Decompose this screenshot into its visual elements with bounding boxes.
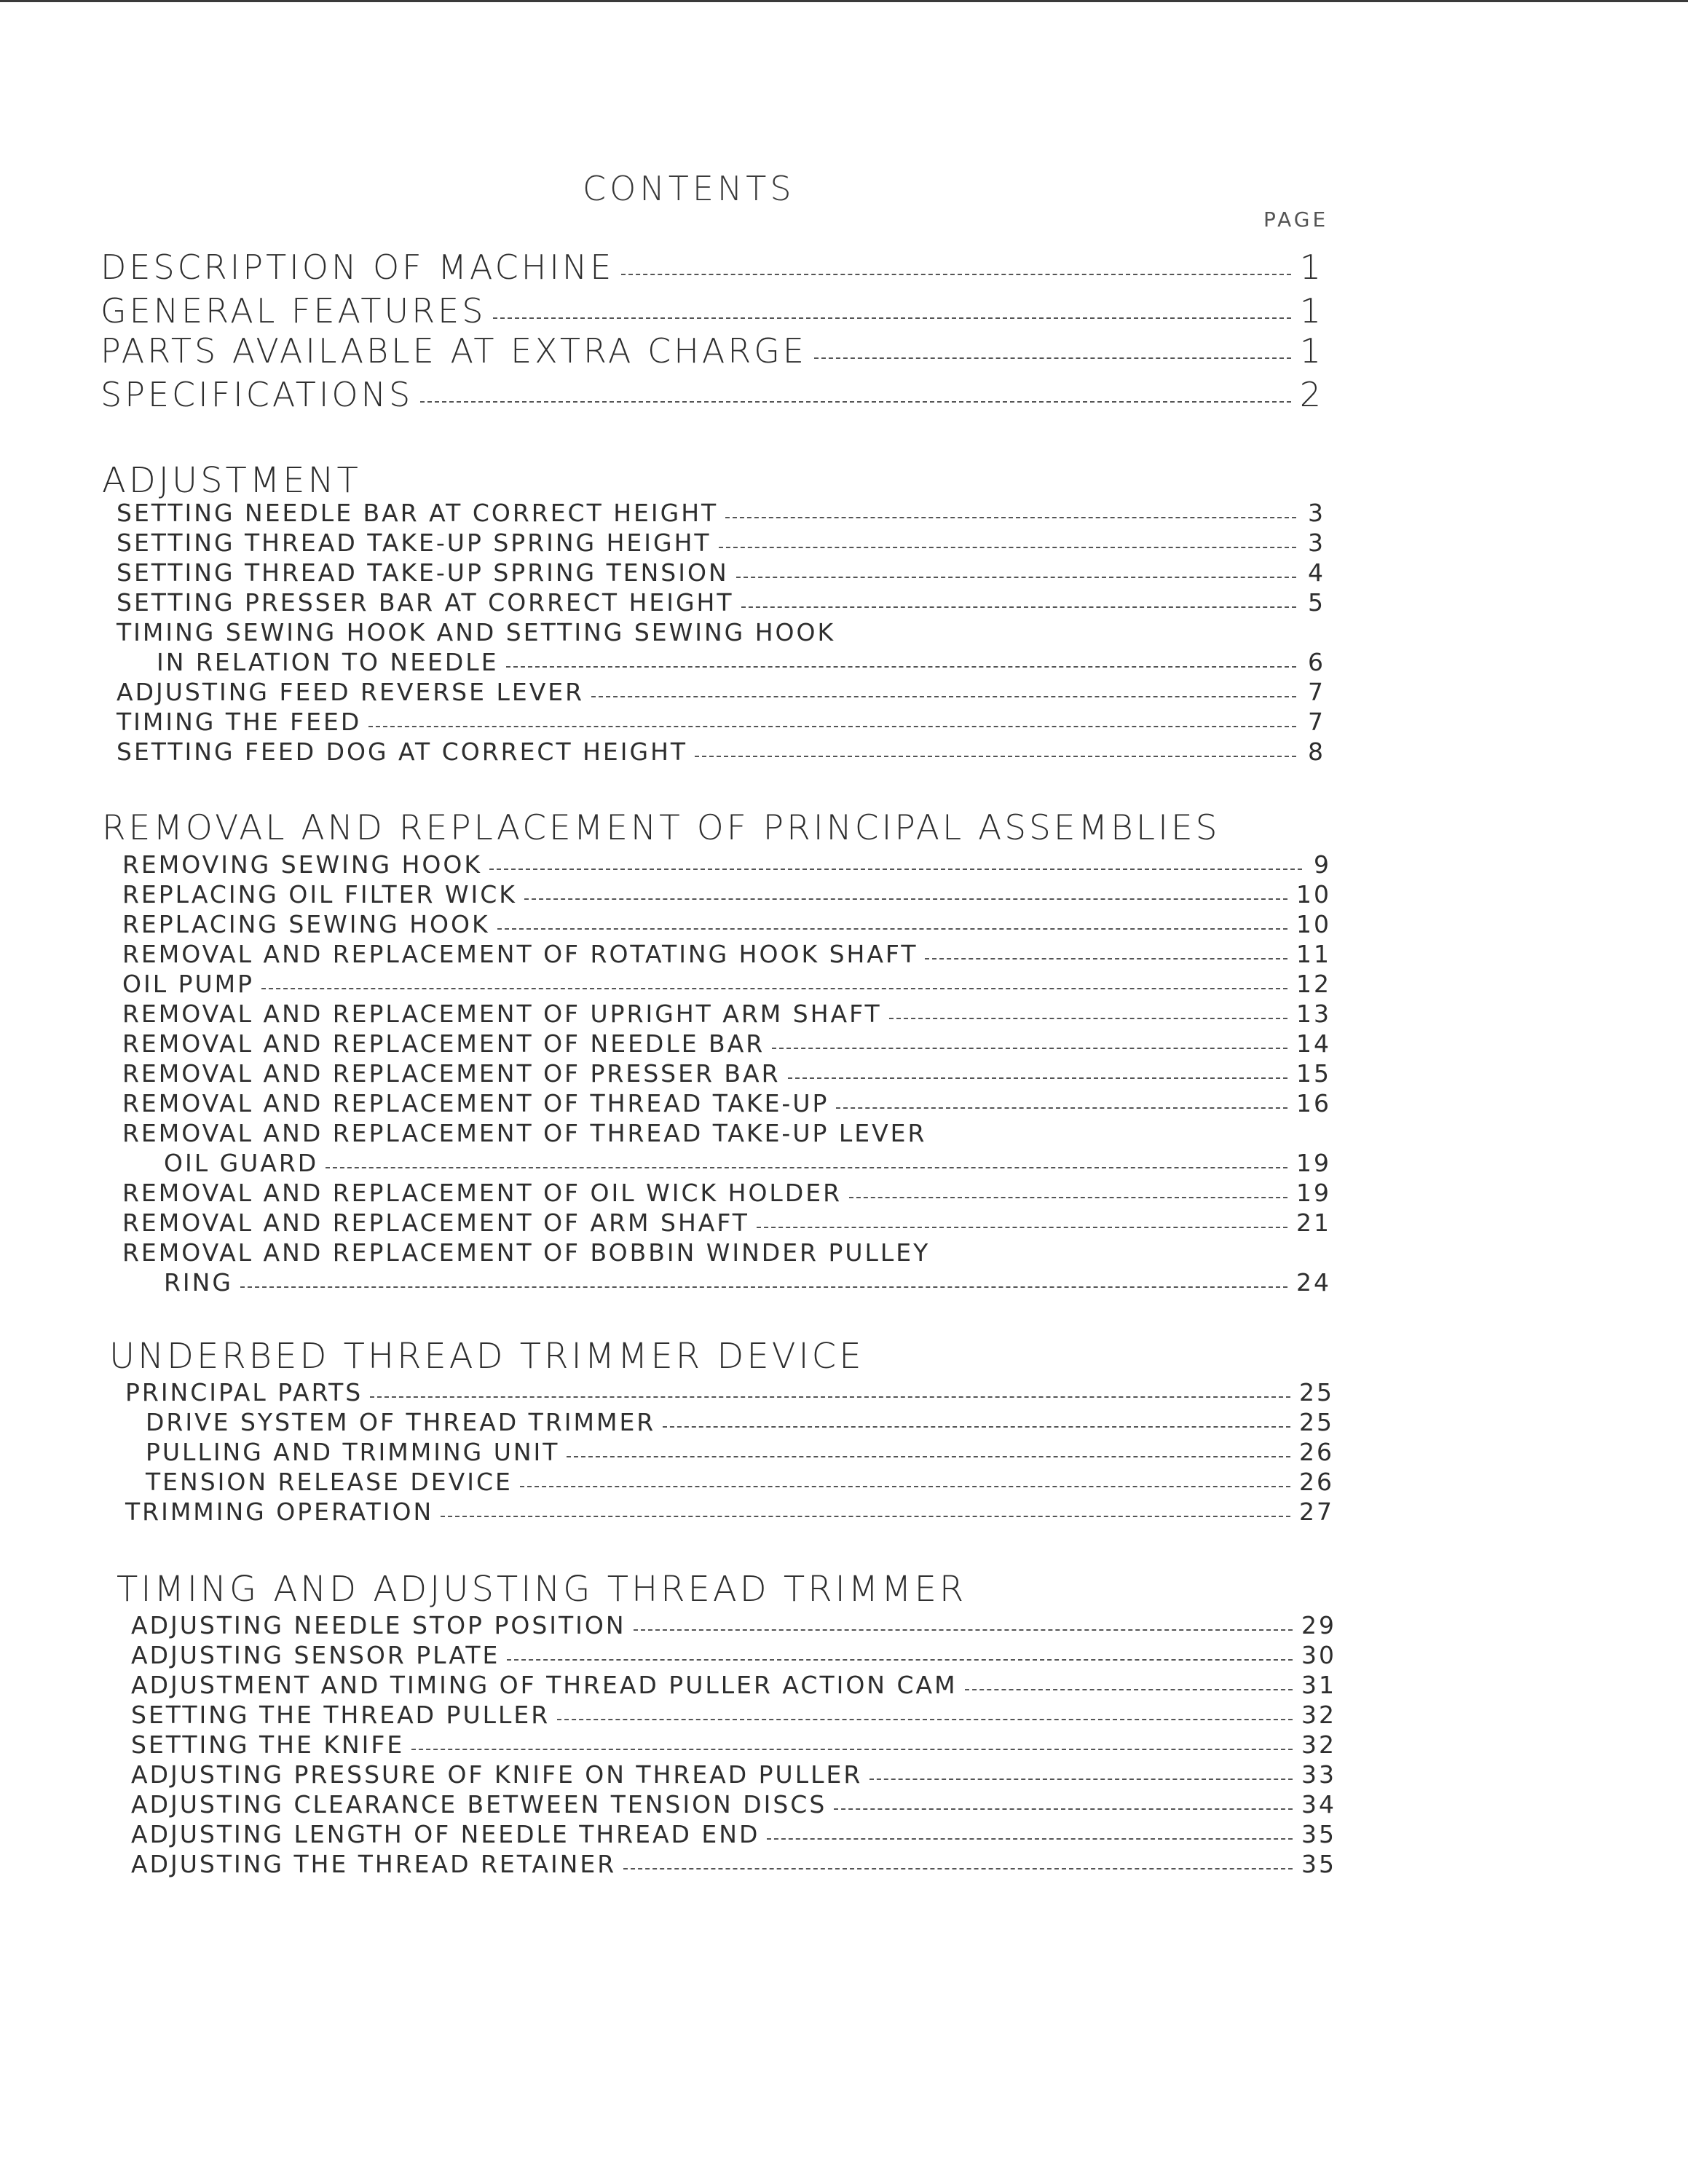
dot-leader [889, 1018, 1287, 1019]
section-heading-removal: REMOVAL AND REPLACEMENT OF PRINCIPAL ASSEMBLIES [102, 808, 1220, 848]
toc-entry-label[interactable]: REMOVAL AND REPLACEMENT OF BOBBIN WINDER PULLEY [122, 1238, 931, 1267]
toc-entry-page: 32 [1301, 1730, 1336, 1759]
toc-entry-label: ADJUSTING SENSOR PLATE [131, 1641, 500, 1669]
toc-entry-page: 3 [1308, 499, 1325, 527]
dot-leader [261, 988, 1287, 989]
toc-entry[interactable] [122, 940, 1331, 968]
toc-entry[interactable] [131, 1701, 1336, 1729]
toc-entry[interactable] [100, 291, 1324, 331]
toc-entry-page: 32 [1301, 1701, 1336, 1729]
toc-entry-page: 19 [1296, 1179, 1331, 1207]
toc-entry[interactable] [122, 880, 1331, 909]
dot-leader [326, 1167, 1287, 1168]
dot-leader [725, 517, 1296, 518]
toc-entry-page: 4 [1308, 558, 1325, 587]
toc-entry[interactable] [122, 850, 1331, 879]
toc-entry[interactable] [146, 1408, 1334, 1436]
toc-entry-label[interactable]: REMOVAL AND REPLACEMENT OF THREAD TAKE-UP LEVER [122, 1119, 927, 1147]
toc-entry[interactable] [100, 375, 1324, 414]
toc-entry-label: RING [164, 1268, 233, 1297]
page-title: CONTENTS [583, 169, 795, 208]
dot-leader [524, 898, 1287, 900]
toc-entry[interactable] [117, 529, 1325, 557]
toc-entry-label: ADJUSTING FEED REVERSE LEVER [117, 678, 585, 706]
toc-entry-label: GENERAL FEATURES [100, 291, 486, 331]
dot-leader [836, 1107, 1287, 1109]
section-heading-adjustment: ADJUSTMENT [102, 460, 361, 501]
toc-entry-label: REMOVING SEWING HOOK [122, 850, 483, 879]
toc-entry-label: TRIMMING OPERATION [125, 1497, 434, 1526]
toc-entry-label: SETTING THREAD TAKE-UP SPRING TENSION [117, 558, 729, 587]
section-heading-timing: TIMING AND ADJUSTING THREAD TRIMMER [117, 1569, 967, 1610]
toc-entry-page: 1 [1299, 331, 1324, 371]
toc-entry-label: ADJUSTING CLEARANCE BETWEEN TENSION DISCS [131, 1790, 827, 1819]
toc-entry[interactable] [131, 1760, 1336, 1789]
dot-leader [663, 1426, 1290, 1428]
toc-entry-label: SPECIFICATIONS [100, 375, 414, 414]
page-column-header: PAGE [1263, 207, 1329, 232]
toc-entry-page: 35 [1301, 1850, 1336, 1878]
toc-entry-page: 8 [1308, 737, 1325, 766]
toc-entry[interactable] [164, 1268, 1331, 1297]
dot-leader [240, 1286, 1287, 1288]
toc-entry-page: 34 [1301, 1790, 1336, 1819]
toc-entry[interactable] [117, 499, 1325, 527]
dot-leader [849, 1197, 1287, 1198]
toc-entry-label: REPLACING OIL FILTER WICK [122, 880, 517, 909]
dot-leader [772, 1048, 1287, 1049]
toc-entry[interactable] [131, 1850, 1336, 1878]
toc-entry[interactable] [100, 248, 1324, 287]
dot-leader [368, 726, 1296, 727]
toc-entry-page: 6 [1308, 648, 1325, 676]
dot-leader [965, 1689, 1293, 1690]
toc-entry[interactable] [117, 558, 1325, 587]
toc-entry-label: PULLING AND TRIMMING UNIT [146, 1438, 560, 1466]
toc-entry-page: 33 [1301, 1760, 1336, 1789]
toc-entry-page: 21 [1296, 1208, 1331, 1237]
toc-entry[interactable] [131, 1641, 1336, 1669]
toc-entry[interactable] [131, 1790, 1336, 1819]
toc-entry-page: 19 [1296, 1149, 1331, 1177]
toc-entry[interactable] [122, 1059, 1331, 1088]
toc-entry-page: 7 [1308, 708, 1325, 736]
toc-entry-page: 13 [1296, 1000, 1331, 1028]
toc-entry[interactable] [131, 1730, 1336, 1759]
dot-leader [814, 357, 1291, 359]
toc-entry-label: ADJUSTING LENGTH OF NEEDLE THREAD END [131, 1820, 760, 1848]
toc-entry-page: 9 [1314, 850, 1331, 879]
toc-entry[interactable] [157, 648, 1325, 676]
toc-entry-page: 25 [1299, 1378, 1334, 1406]
toc-entry-page: 14 [1296, 1029, 1331, 1058]
toc-entry-label: PARTS AVAILABLE AT EXTRA CHARGE [100, 331, 807, 371]
toc-entry-label: REMOVAL AND REPLACEMENT OF UPRIGHT ARM SHAFT [122, 1000, 882, 1028]
toc-entry-page: 7 [1308, 678, 1325, 706]
toc-entry-page: 16 [1296, 1089, 1331, 1117]
toc-entry-label: ADJUSTING NEEDLE STOP POSITION [131, 1611, 626, 1639]
toc-entry-label: SETTING NEEDLE BAR AT CORRECT HEIGHT [117, 499, 719, 527]
dot-leader [869, 1779, 1293, 1780]
dot-leader [719, 547, 1296, 548]
toc-entry[interactable] [131, 1820, 1336, 1848]
toc-entry[interactable] [146, 1438, 1334, 1466]
toc-entry-label: PRINCIPAL PARTS [125, 1378, 363, 1406]
dot-leader [441, 1516, 1290, 1517]
dot-leader [767, 1838, 1293, 1840]
toc-entry-page: 15 [1296, 1059, 1331, 1088]
toc-entry[interactable] [131, 1611, 1336, 1639]
dot-leader [370, 1396, 1290, 1398]
dot-leader [489, 869, 1302, 870]
toc-entry[interactable] [125, 1378, 1334, 1406]
toc-entry[interactable] [122, 1000, 1331, 1028]
toc-entry-page: 26 [1299, 1438, 1334, 1466]
toc-entry[interactable] [122, 1029, 1331, 1058]
dot-leader [788, 1077, 1287, 1079]
top-border-line [0, 0, 1688, 2]
toc-entry-page: 29 [1301, 1611, 1336, 1639]
toc-entry-label: DESCRIPTION OF MACHINE [100, 248, 615, 287]
toc-entry-label: ADJUSTING THE THREAD RETAINER [131, 1850, 617, 1878]
toc-entry[interactable] [122, 1179, 1331, 1207]
toc-entry-label: REMOVAL AND REPLACEMENT OF THREAD TAKE-UP [122, 1089, 829, 1117]
toc-entry-page: 24 [1296, 1268, 1331, 1297]
toc-entry-page: 5 [1308, 588, 1325, 617]
toc-entry-label: REPLACING SEWING HOOK [122, 910, 490, 938]
toc-entry[interactable] [117, 678, 1325, 706]
dot-leader [420, 401, 1291, 403]
toc-entry-page: 26 [1299, 1468, 1334, 1496]
dot-leader [506, 666, 1296, 668]
toc-entry-label: REMOVAL AND REPLACEMENT OF OIL WICK HOLDER [122, 1179, 843, 1207]
toc-entry-page: 10 [1296, 880, 1331, 909]
toc-entry[interactable] [100, 331, 1324, 371]
dot-leader [621, 274, 1290, 275]
dot-leader [834, 1808, 1293, 1810]
dot-leader [757, 1227, 1287, 1228]
dot-leader [520, 1486, 1290, 1487]
toc-entry-page: 25 [1299, 1408, 1334, 1436]
toc-entry-label: OIL PUMP [122, 970, 255, 998]
toc-entry-page: 30 [1301, 1641, 1336, 1669]
toc-entry-page: 35 [1301, 1820, 1336, 1848]
toc-entry[interactable] [125, 1497, 1334, 1526]
toc-entry[interactable] [117, 588, 1325, 617]
toc-entry-page: 2 [1299, 375, 1324, 414]
dot-leader [695, 756, 1296, 757]
toc-entry-label: OIL GUARD [164, 1149, 319, 1177]
section-heading-underbed: UNDERBED THREAD TRIMMER DEVICE [109, 1336, 864, 1377]
toc-entry-page: 31 [1301, 1671, 1336, 1699]
toc-entry[interactable] [122, 970, 1331, 998]
toc-entry-page: 1 [1299, 291, 1324, 331]
toc-entry-label: REMOVAL AND REPLACEMENT OF ROTATING HOOK SHAFT [122, 940, 918, 968]
dot-leader [557, 1719, 1293, 1720]
dot-leader [493, 317, 1290, 319]
dot-leader [507, 1659, 1293, 1661]
toc-entry-label: DRIVE SYSTEM OF THREAD TRIMMER [146, 1408, 656, 1436]
toc-entry-page: 11 [1296, 940, 1331, 968]
toc-entry-label: REMOVAL AND REPLACEMENT OF PRESSER BAR [122, 1059, 781, 1088]
toc-entry[interactable] [122, 1089, 1331, 1117]
toc-entry-label: TIMING THE FEED [117, 708, 362, 736]
toc-entry[interactable] [164, 1149, 1331, 1177]
toc-entry-label[interactable]: TIMING SEWING HOOK AND SETTING SEWING HOOK [117, 618, 836, 646]
dot-leader [497, 928, 1287, 930]
toc-entry-page: 27 [1299, 1497, 1334, 1526]
toc-entry[interactable] [122, 910, 1331, 938]
dot-leader [623, 1868, 1293, 1870]
toc-entry-label: SETTING PRESSER BAR AT CORRECT HEIGHT [117, 588, 734, 617]
toc-entry[interactable] [131, 1671, 1336, 1699]
toc-entry-label: ADJUSTMENT AND TIMING OF THREAD PULLER ACTION CAM [131, 1671, 958, 1699]
toc-entry-label: SETTING THE THREAD PULLER [131, 1701, 551, 1729]
dot-leader [736, 577, 1296, 578]
toc-entry-label: TENSION RELEASE DEVICE [146, 1468, 513, 1496]
toc-entry[interactable] [117, 708, 1325, 736]
dot-leader [591, 696, 1296, 697]
toc-entry[interactable] [117, 737, 1325, 766]
toc-entry-page: 1 [1299, 248, 1324, 287]
dot-leader [925, 958, 1287, 960]
toc-entry-page: 10 [1296, 910, 1331, 938]
toc-entry-label: SETTING THE KNIFE [131, 1730, 405, 1759]
dot-leader [411, 1749, 1293, 1750]
toc-entry-page: 3 [1308, 529, 1325, 557]
toc-entry[interactable] [122, 1208, 1331, 1237]
toc-entry-page: 12 [1296, 970, 1331, 998]
dot-leader [634, 1629, 1293, 1631]
toc-entry-label: IN RELATION TO NEEDLE [157, 648, 499, 676]
toc-entry-label: SETTING THREAD TAKE-UP SPRING HEIGHT [117, 529, 711, 557]
dot-leader [567, 1456, 1290, 1457]
toc-entry[interactable] [146, 1468, 1334, 1496]
toc-entry-label: REMOVAL AND REPLACEMENT OF ARM SHAFT [122, 1208, 749, 1237]
toc-entry-label: REMOVAL AND REPLACEMENT OF NEEDLE BAR [122, 1029, 765, 1058]
dot-leader [741, 606, 1296, 608]
toc-entry-label: SETTING FEED DOG AT CORRECT HEIGHT [117, 737, 688, 766]
toc-entry-label: ADJUSTING PRESSURE OF KNIFE ON THREAD PULLER [131, 1760, 863, 1789]
